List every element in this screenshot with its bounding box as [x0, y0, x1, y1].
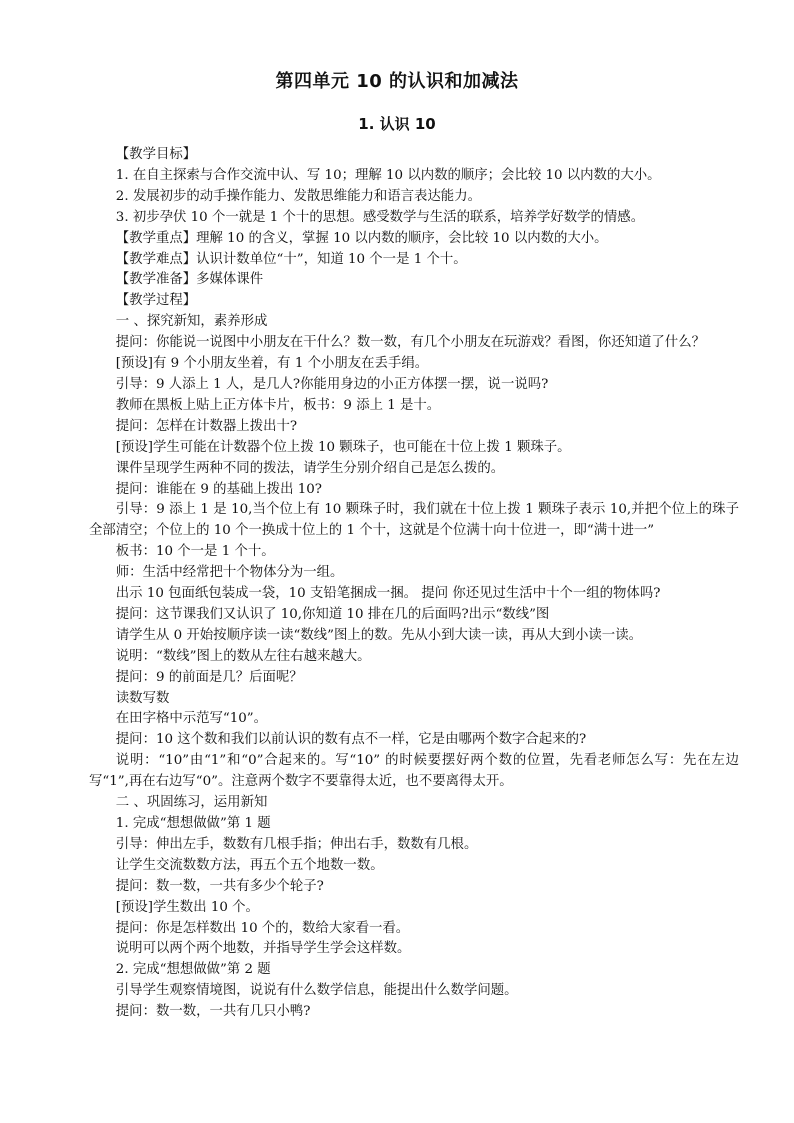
paragraph: [预设]学生数出 10 个。 — [115, 899, 259, 915]
paragraph: 引导：伸出左手，数数有几根手指；伸出右手，数数有几根。 — [115, 836, 478, 852]
paragraph: 提问：你是怎样数出 10 个的，数给大家看一看。 — [115, 920, 410, 936]
paragraph: 引导：9 添上 1 是 10,当个位上有 10 颗珠子时，我们就在十位上拨 1 颗珠子表示 10,并把个位上的珠子全部清空；个位上的 10 个一换成十位上的 1 个十，这就是个位满十向十位进一，即“满十进一” — [89, 502, 739, 539]
paragraph: 读数写数 — [115, 690, 170, 706]
paragraph: 提问：谁能在 9 的基础上拨出 10? — [115, 481, 322, 497]
paragraph: 说明：“数线”图上的数从左往右越来越大。 — [115, 648, 371, 664]
paragraph: 引导学生观察情境图，说说有什么数学信息，能提出什么数学问题。 — [115, 983, 518, 999]
section-heading-2: 二 、巩固练习，运用新知 — [115, 795, 268, 811]
paragraph: 提问：你能说一说图中小朋友在干什么？数一数，有几个小朋友在玩游戏？看图，你还知道了什么？ — [115, 335, 705, 351]
paragraph: 在田字格中示范写“10”。 — [115, 711, 268, 727]
paragraph: 提问：怎样在计数器上拨出十? — [115, 418, 298, 434]
goal-item-1: 1. 在自主探索与合作交流中认、写 10；理解 10 以内数的顺序；会比较 10 以内数的大小。 — [115, 167, 661, 183]
paragraph: [预设]学生可能在计数器个位上拨 10 颗珠子，也可能在十位上拨 1 颗珠子。 — [115, 439, 571, 455]
section-heading-1: 一 、探究新知，素养形成 — [115, 314, 268, 330]
paragraph: 提问：数一数，一共有几只小鸭? — [115, 1004, 311, 1020]
paragraph: 提问：数一数，一共有多少个轮子? — [115, 878, 324, 894]
paragraph: 提问：这节课我们又认识了 10,你知道 10 排在几的后面吗?出示“数线”图 — [115, 606, 550, 622]
paragraph: 教师在黑板上贴上正方体卡片，板书：9 添上 1 是十。 — [115, 397, 441, 413]
paragraph: 让学生交流数数方法，再五个五个地数一数。 — [115, 857, 384, 873]
paragraph: 2. 完成“想想做做”第 2 题 — [115, 962, 271, 978]
paragraph: 出示 10 包面纸包装成一袋，10 支铅笔捆成一捆。 提问 你还见过生活中十个一组的物体吗? — [115, 586, 661, 602]
teaching-key-point: 【教学重点】理解 10 的含义，掌握 10 以内数的顺序，会比较 10 以内数的大小。 — [115, 230, 608, 246]
paragraph: 1. 完成“想想做做”第 1 题 — [115, 816, 271, 831]
document-title: 第四单元 10 的认识和加减法 — [275, 71, 519, 92]
heading-teaching-goals: 【教学目标】 — [115, 147, 197, 162]
paragraph: 师：生活中经常把十个物体分为一组。 — [115, 565, 344, 581]
paragraph: 提问：10 这个数和我们以前认识的数有点不一样，它是由哪两个数字合起来的? — [115, 732, 587, 748]
paragraph: 说明：“10”由“1”和“0”合起来的。写“10” 的时候要摆好两个数的位置，先看老师怎么写：先在左边写“1”,再在右边写“0”。注意两个数字不要靠得太近，也不要离得太开。 — [89, 753, 739, 790]
paragraph: 引导：9 人添上 1 人，是几人?你能用身边的小正方体摆一摆，说一说吗? — [115, 376, 549, 392]
document-body — [89, 145, 739, 1023]
paragraph: 板书：10 个一是 1 个十。 — [115, 544, 275, 560]
paragraph: 说明可以两个两个地数，并指导学生学会这样数。 — [115, 941, 411, 957]
paragraph: [预设]有 9 个小朋友坐着，有 1 个小朋友在丢手绢。 — [115, 356, 429, 372]
section-title: 1. 认识 10 — [358, 115, 436, 133]
paragraph: 课件呈现学生两种不同的拨法，请学生分别介绍自己是怎么拨的。 — [115, 460, 505, 476]
heading-teaching-process: 【教学过程】 — [115, 293, 197, 309]
teaching-difficulty: 【教学难点】认识计数单位“十”，知道 10 个一是 1 个十。 — [115, 251, 467, 267]
goal-item-2: 2. 发展初步的动手操作能力、发散思维能力和语言表达能力。 — [115, 188, 481, 204]
paragraph: 提问：9 的前面是几？后面呢？ — [115, 669, 303, 685]
paragraph: 请学生从 0 开始按顺序读一读“数线”图上的数。先从小到大读一读，再从大到小读一读。 — [115, 627, 642, 643]
goal-item-3: 3. 初步孕伏 10 个一就是 1 个十的思想。感受数学与生活的联系，培养学好数学的情感。 — [115, 209, 645, 225]
teaching-preparation: 【教学准备】多媒体课件 — [115, 272, 264, 288]
